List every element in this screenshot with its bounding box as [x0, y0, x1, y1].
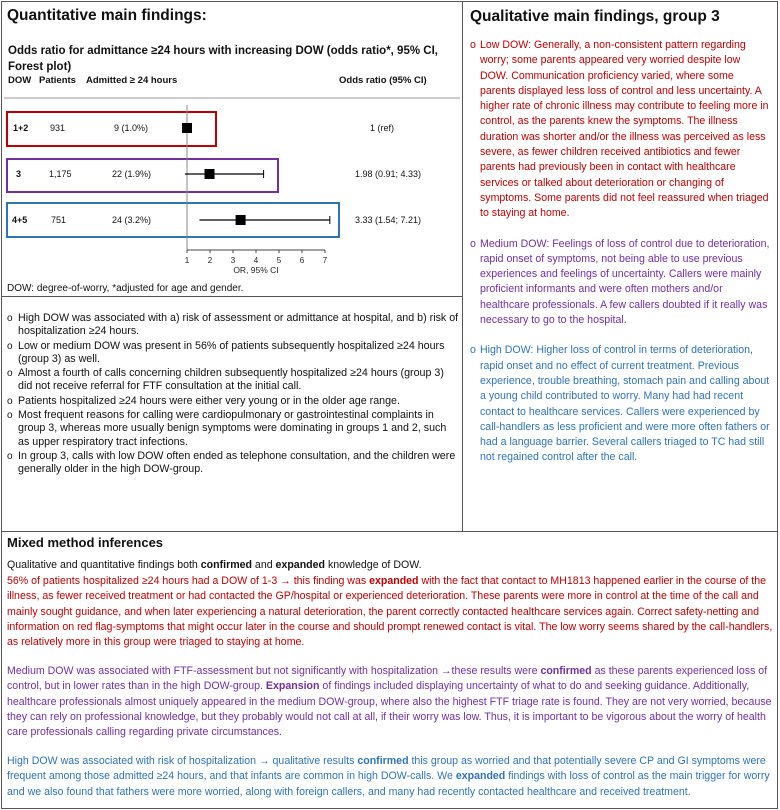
- mixed-heading: Mixed method inferences: [7, 535, 164, 550]
- qual-heading: Qualitative main findings, group 3: [470, 8, 720, 25]
- list-item: o Patients hospitalized ≥24 hours were either very young or in the older age range.: [7, 395, 459, 408]
- col-head-odds-ratio: Odds ratio (95% CI): [339, 75, 427, 86]
- x-tick-label: 3: [230, 256, 236, 265]
- x-tick-label: 7: [322, 256, 328, 265]
- row-or-low: 1 (ref): [370, 123, 395, 133]
- forest-plot-title: Odds ratio for admittance ≥24 hours with increasing DOW (odds ratio*, 95% CI, Forest plot): [8, 45, 438, 73]
- x-tick-label: 5: [276, 256, 282, 265]
- row-or-medium: 1.98 (0.91; 4.33): [355, 169, 422, 179]
- row-or-high: 3.33 (1.54; 7.21): [355, 215, 422, 225]
- row-patients-high: 751: [51, 215, 67, 225]
- col-head-dow: DOW: [8, 75, 32, 86]
- col-head-admitted: Admitted ≥ 24 hours: [86, 75, 178, 86]
- mixed-intro: Qualitative and quantitative findings both confirmed and expanded knowledge of DOW.: [7, 559, 422, 571]
- qual-findings-list: [470, 38, 770, 481]
- list-item: o Almost a fourth of calls concerning children subsequently hospitalized ≥24 hours (group 3) did not receive referral for FTF consultation at the initial call.: [7, 367, 459, 394]
- quant-findings-panel: [1, 296, 463, 532]
- quant-findings-list: [7, 312, 459, 478]
- list-item: o High DOW was associated with a) risk of assessment or admittance at hospital, and b) risk of hospitalization ≥24 hours.: [7, 312, 459, 339]
- col-head-patients: Patients: [39, 75, 76, 86]
- mixed-body: [7, 558, 773, 809]
- row-patients-low: 931: [50, 123, 66, 133]
- quant-heading: Quantitative main findings:: [7, 7, 207, 24]
- qual-high-dow: o High DOW: Higher loss of control in terms of deterioration, rapid onset and no effect of current treatment. Previous experience, trouble breathing, stomach pain and calling about a young child contributed to worry. Many had had recent contact to healthcare services. Callers were experienced by call-handlers as less proficient and were more often fathers or had a language barrier. Several callers triaged to TC had still not regained control after the call.: [470, 343, 770, 465]
- x-tick-label: 6: [299, 256, 305, 265]
- mixed-methods-panel: [1, 531, 778, 809]
- list-item: o In group 3, calls with low DOW often ended as telephone consultation, and the children were generally older in the high DOW-group.: [7, 450, 459, 477]
- forest-plot: [2, 2, 462, 292]
- qual-medium-dow: o Medium DOW: Feelings of loss of control due to deterioration, rapid onset of symptoms, not being able to use previous experiences and feelings of uncertainty. Callers were mainly proficient informants and were often mothers and/or healthcare professionals. A few callers doubted if it really was necessary to go to the hospital.: [470, 237, 770, 329]
- row-admitted-medium: 22 (1.9%): [112, 169, 152, 179]
- quant-footnote: DOW: degree-of-worry, *adjusted for age and gender.: [7, 283, 244, 294]
- row-dow-medium: 3: [16, 169, 22, 179]
- mixed-high-dow: High DOW was associated with risk of hospitalization → qualitative results confirmed this group as worried and that potentially severe CP and GI symptoms were frequent among those admitted ≥24 hours, and that infants are common in high DOW-calls. We expanded findings with loss of control as the main trigger for worry and we also found that fathers were more worried, along with foreign callers, and many had recently contacted healthcare and received treatment.: [7, 755, 770, 798]
- point-estimate: [236, 215, 246, 225]
- qualitative-panel: [462, 1, 778, 532]
- row-dow-low: 1+2: [13, 123, 29, 133]
- row-admitted-low: 9 (1.0%): [114, 123, 149, 133]
- list-item: o Low or medium DOW was present in 56% of patients subsequently hospitalized ≥24 hours (group 3) as well.: [7, 340, 459, 367]
- x-tick-label: 2: [207, 256, 213, 265]
- x-tick-label: 1: [184, 256, 190, 265]
- list-item: o Most frequent reasons for calling were cardiopulmonary or gastrointestinal complaints in group 3, whereas more usually benign symptoms were dominating in groups 1 and 2, such as upper respiratory tract infections.: [7, 409, 459, 449]
- point-estimate: [205, 169, 215, 179]
- point-estimate: [182, 123, 192, 133]
- x-tick-label: 4: [253, 256, 259, 265]
- row-dow-high: 4+5: [12, 215, 28, 225]
- mixed-low-dow: 56% of patients hospitalized ≥24 hours had a DOW of 1-3 → this finding was expanded with the fact that contact to MH1813 happened earlier in the course of the illness, as fewer received treatment or had contacted the GP/hospital or experienced deterioration. These parents were more in control at the time of the call and mainly sought guidance, and when later experiencing a natural deterioration, the parent correctly contacted healthcare services again. Correct safety-netting and information on red flag-symptoms that might occur later in the course and should prompt renewed contact is vital. The low worry seems shared by the call-handlers, as relatively more in this group were triaged to staying at home.: [7, 575, 773, 649]
- row-admitted-high: 24 (3.2%): [112, 215, 152, 225]
- mixed-medium-dow: Medium DOW was associated with FTF-assessment but not significantly with hospitalization →these results were confirmed as these parents experienced loss of control, but in lower rates than in the high DOW-group. Expansion of findings included displaying uncertainty of what to do and seeking guidance. Additionally, healthcare professionals almost uniquely appeared in the medium DOW-group, where also the highest FTF triage rate is found. They are not very worried, because they can rely on professional knowledge, but they probably would not call at all, if their worry was low. Thus, it is important to be vigorous about the worry of health care professionals calling regarding private circumstances.: [7, 665, 772, 739]
- x-axis-label: OR, 95% CI: [233, 265, 279, 275]
- row-patients-medium: 1,175: [49, 169, 72, 179]
- quantitative-panel: [1, 1, 463, 297]
- qual-low-dow: o Low DOW: Generally, a non-consistent pattern regarding worry; some parents appeared very worried despite low DOW. Communication proficiency varied, where some parents displayed less loss of control and less uncertainty. A higher rate of chronic illness may contribute to feeling more in control, as the parents knew the symptoms. The illness duration was shorter and/or the illness was perceived as less severe, as fewer children received antibiotics and fewer parents had previously been in contact with healthcare services or talked about deterioration or changing of symptoms. Some parents did not feel reassured when triaged to staying at home.: [470, 38, 770, 222]
